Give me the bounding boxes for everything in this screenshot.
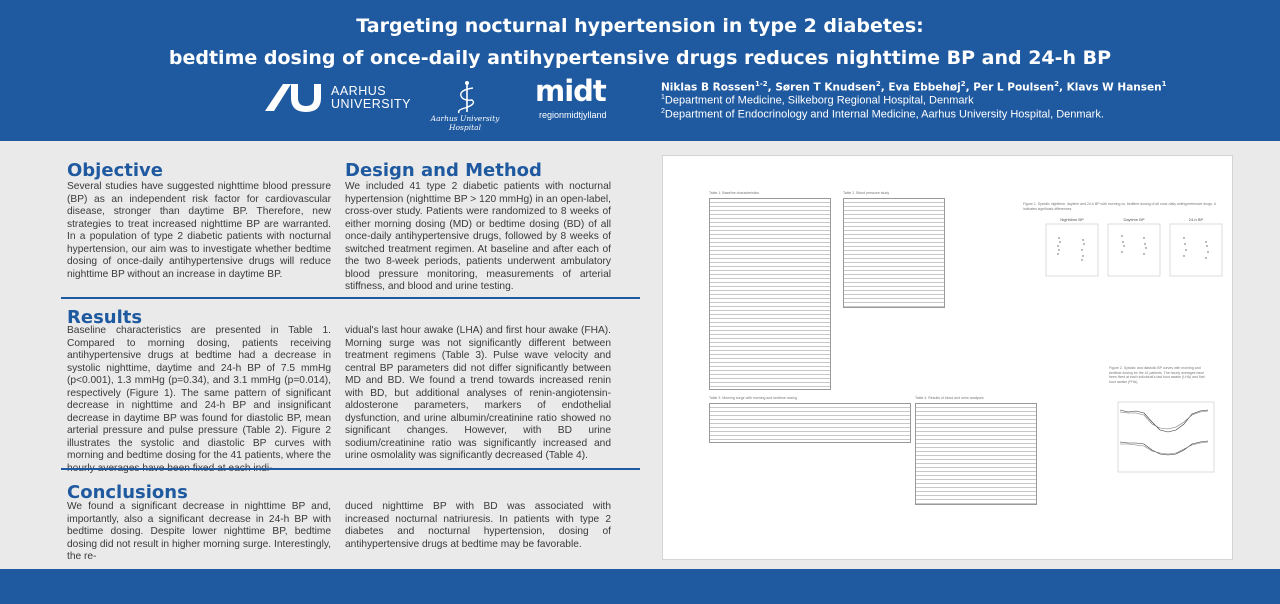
aarhus-university-wordmark: AARHUS UNIVERSITY — [331, 84, 412, 111]
results-text-left: Baseline characteristics are presented in Table 1. Compared to morning dosing, patients receiving antihypertensive drugs at bedtime had a decrease in systolic nighttime, daytime and 24-h BP of 7.5 mmHg (p<0.001), 1.3 mmHg (p=0.34), and 3.1 mmHg (p=0.014), respectively (Figure 1). The same pattern of significant decrease in nighttime and 24-h BP and insignificant decrease in daytime BP was found for diastolic BP, mean arterial pressure and pulse pressure (Table 2). Figure 2 illustrates the systolic and diastolic BP curves with morning and bedtime dosing for the 41 patients, where the — [67, 325, 331, 461]
table-4 — [915, 403, 1037, 505]
aarhus-university-hospital-logo — [415, 80, 515, 132]
author-affiliation-marker: 1 — [1161, 80, 1167, 88]
conclusions-heading: Conclusions — [67, 482, 188, 503]
design-method-text: We included 41 type 2 diabetic patients with nocturnal hypertension (nighttime BP > 120 mmHg) in an open-label, cross-over study. Patients were randomized to 8 weeks of either morning dosing (MD) or bedtime dosing (BD) of all once-daily antihypertensive drugs, followed by 8 weeks of switched treatment regimen. At baseline and after each of the two 8-week periods, patients underwent ambulatory blood pressure monitoring, measurements of arterial stiffness, and blood and urine testing. — [345, 181, 611, 292]
table-2-caption: Table 2. Blood pressure study — [843, 191, 890, 195]
affiliation-2: $^2$Department of Endocrinology and Internal Medicine, Aarhus University Hospital, Denmark. — [661, 108, 1104, 121]
author-name: Niklas B Rossen — [661, 81, 756, 94]
table-1-caption: Table 1. Baseline characteristics — [709, 191, 759, 195]
poster-title-line-1: Targeting nocturnal hypertension in type 2 diabetes: — [356, 15, 924, 37]
author-affiliation-marker: 2 — [1054, 80, 1059, 88]
conclusions-text-left: We found a significant decrease in nighttime BP and, importantly, also a significant decrease in 24-h BP with bedtime dosing. Despite lower nighttime BP, bedtime dosing did not result in higher morning surge. Interestingly, the re- — [67, 501, 331, 562]
table-3 — [709, 403, 911, 443]
author-name: Søren T Knudsen — [775, 81, 876, 94]
results-text-right: vidual's last hour awake (LHA) and first hour awake (FHA). Morning surge was not significantly different between treatment regimens (Table 3). Pulse wave velocity and central BP parameters did not differ significantly between MD and BD. We found a trend towards increased renin with BD, but additional analyses of renin-angiotensin-aldosterone parameters, markers of endothelial dysfunction, and urine albumin/creatinine ratio showed no significant changes. However, with BD urine sodium/creatinine ratio was significantly increased and urine osmolality was significantly decreased (Table 4). — [345, 325, 611, 461]
author-name: Eva Ebbehøj — [888, 81, 961, 94]
figure-1-caption: Figure 1. Systolic nighttime, daytime and 24-h BP with morning vs. bedtime dosing of all once-daily antihypertensive drugs. # indicates significant differences — [1023, 202, 1216, 211]
hospital-name: Aarhus University Hospital — [430, 114, 500, 132]
section-divider-1 — [61, 297, 640, 299]
figure-1-panel-3-title: 24-h BP — [1188, 217, 1204, 222]
table-4-caption: Table 4. Results of blood and urine analyses — [915, 396, 984, 400]
poster-footer — [0, 569, 1280, 604]
region-name: regionmidtjylland — [539, 110, 607, 120]
author-affiliation-marker: 2 — [875, 80, 881, 88]
conclusions-text-right: duced nighttime BP with BD was associated with increased nocturnal natriuresis. In patients with type 2 diabetes and nocturnal hypertension, dosing of antihypertensive drugs at bedtime may be favorable. — [345, 501, 611, 550]
results-heading: Results — [67, 307, 143, 328]
table-1 — [709, 198, 831, 390]
poster-title-line-2: bedtime dosing of once-daily antihypertensive drugs reduces nighttime BP and 24-h BP — [168, 47, 1112, 69]
aarhus-university-logo — [265, 84, 412, 114]
poster-header — [0, 0, 1280, 141]
author-affiliation-marker: 2 — [960, 80, 966, 88]
design-method-heading: Design and Method — [345, 160, 542, 181]
author-list: Niklas B Rossen$^{1-2}$, Søren T Knudsen$^2$, Eva Ebbehøj$^2$, Per L Poulsen$^2$, Klavs W Hansen$^1$ — [661, 80, 1167, 94]
author-affiliation-marker: 1-2 — [755, 80, 768, 88]
table-3-caption: Table 3. Morning surge with morning and bedtime dosing — [709, 396, 797, 400]
objective-text: Several studies have suggested nighttime blood pressure (BP) as an independent risk factor for cardiovascular disease, stronger than daytime BP. Therefore, new strategies to treat increased nighttime BP are warranted. In a population of type 2 diabetic patients with nocturnal hypertension, our aim was to investigate whether bedtime dosing of once-daily antihypertensive drugs will reduce nighttime BP without an increase in daytime BP. — [67, 181, 331, 280]
tables-figures-panel — [662, 155, 1233, 560]
region-midtjylland-logo — [535, 74, 625, 125]
hospital-serpent-staff-icon — [453, 80, 479, 114]
objective-heading: Objective — [67, 160, 163, 181]
figure-2-plot — [1110, 400, 1216, 482]
figure-1-plot — [1038, 216, 1228, 286]
aarhus-university-mark-icon — [265, 84, 321, 112]
figure-2-caption: Figure 2. Systolic and diastolic BP curves with morning and bedtime dosing for the 41 patients. The hourly averages have been fixed at each individual's last hour awake (LHA) and first hour awake (FHA). — [1109, 366, 1205, 384]
affiliation-1: $^1$Department of Medicine, Silkeborg Regional Hospital, Denmark — [661, 94, 974, 107]
section-divider-2 — [61, 468, 640, 470]
table-2 — [843, 198, 945, 308]
figure-1-panel-1-title: Nighttime BP — [1060, 217, 1084, 222]
author-name: Klavs W Hansen — [1066, 81, 1162, 94]
figure-1-panel-2-title: Daytime BP — [1123, 217, 1145, 222]
author-name: Per L Poulsen — [973, 81, 1055, 94]
midt-wordmark: midt — [535, 74, 606, 108]
